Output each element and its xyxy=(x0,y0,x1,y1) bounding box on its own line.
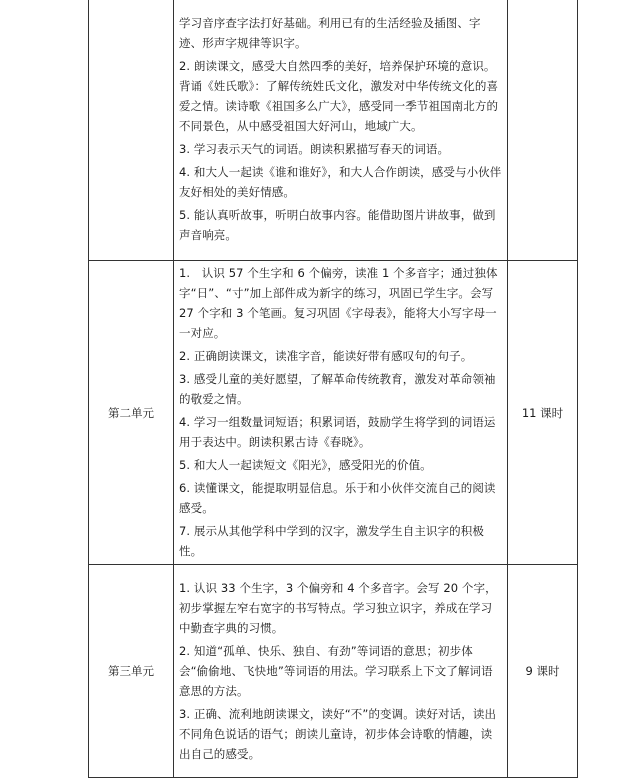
content-cell xyxy=(174,565,508,778)
unit-cell: 第三单元 xyxy=(89,565,174,778)
content-paragraph: 学习音序查字法打好基础。利用已有的生活经验及插图、字迹、形声字规律等识字。 xyxy=(179,16,481,50)
content-paragraph: 2. 正确朗读课文，读准字音，能读好带有感叹句的句子。 xyxy=(179,349,473,363)
content-paragraph: 1. 认识 33 个生字，3 个偏旁和 4 个多音字。会写 20 个字，初步掌握左窄右宽字的书写特点。学习独立识字，养成在学习中勤查字典的习惯。 xyxy=(179,580,497,635)
unit-cell xyxy=(89,0,174,261)
content-paragraph: 5. 能认真听故事，听明白故事内容。能借助图片讲故事，做到声音响亮。 xyxy=(179,208,496,242)
content-paragraph: 6. 读懂课文，能提取明显信息。乐于和小伙伴交流自己的阅读感受。 xyxy=(179,481,496,515)
hours-cell: 9 课时 xyxy=(508,565,578,778)
content-paragraph: 1. 认识 57 个生字和 6 个偏旁，读准 1 个多音字；通过独体字“日”、“寸”加上部件成为新字的练习，巩固已学生字。会写 27 个字和 3 个笔画。复习巩固《字母表》，能将大小写字母一一对应。 xyxy=(179,266,498,340)
content-paragraph: 4. 和大人一起读《谁和谁好》，和大人合作朗读，感受与小伙伴友好相处的美好情感。 xyxy=(179,165,502,199)
content-paragraph: 2. 朗读课文，感受大自然四季的美好，培养保护环境的意识。背诵《姓氏歌》：了解传统姓氏文化，激发对中华传统文化的喜爱之情。读诗歌《祖国多么广大》，感受同一季节祖国南北方的不同景色，从中感受祖国大好河山，地域广大。 xyxy=(179,59,499,133)
content-paragraph: 3. 学习表示天气的词语。朗读积累描写春天的词语。 xyxy=(179,142,450,156)
content-paragraph: 3. 正确、流利地朗读课文，读好“不”的变调。读好对话，读出不同角色说话的语气；朗读儿童诗，初步体会诗歌的情趣，读出自己的感受。 xyxy=(179,706,497,761)
content-cell xyxy=(174,261,508,565)
unit-cell: 第二单元 xyxy=(89,261,174,565)
content-paragraph: 4. 学习一组数量词短语；积累词语，鼓励学生将学到的词语运用于表达中。朗读积累古诗《春晓》。 xyxy=(179,415,496,449)
content-paragraph: 3. 感受儿童的美好愿望，了解革命传统教育，激发对革命领袖的敬爱之情。 xyxy=(179,372,496,406)
content-paragraph: 2. 知道“孤单、快乐、独自、有劲”等词语的意思；初步体会“偷偷地、飞快地”等词语的用法。学习联系上下文了解词语意思的方法。 xyxy=(179,643,493,698)
content-paragraph: 5. 和大人一起读短文《阳光》，感受阳光的价值。 xyxy=(179,458,432,472)
hours-cell: 11 课时 xyxy=(508,261,578,565)
hours-cell xyxy=(508,0,578,261)
teaching-plan-table xyxy=(88,0,578,778)
table-row xyxy=(89,261,578,565)
content-cell xyxy=(174,0,508,261)
table-row xyxy=(89,0,578,261)
content-paragraph: 7. 展示从其他学科中学到的汉字，激发学生自主识字的积极性。 xyxy=(179,524,484,558)
table-row xyxy=(89,565,578,778)
